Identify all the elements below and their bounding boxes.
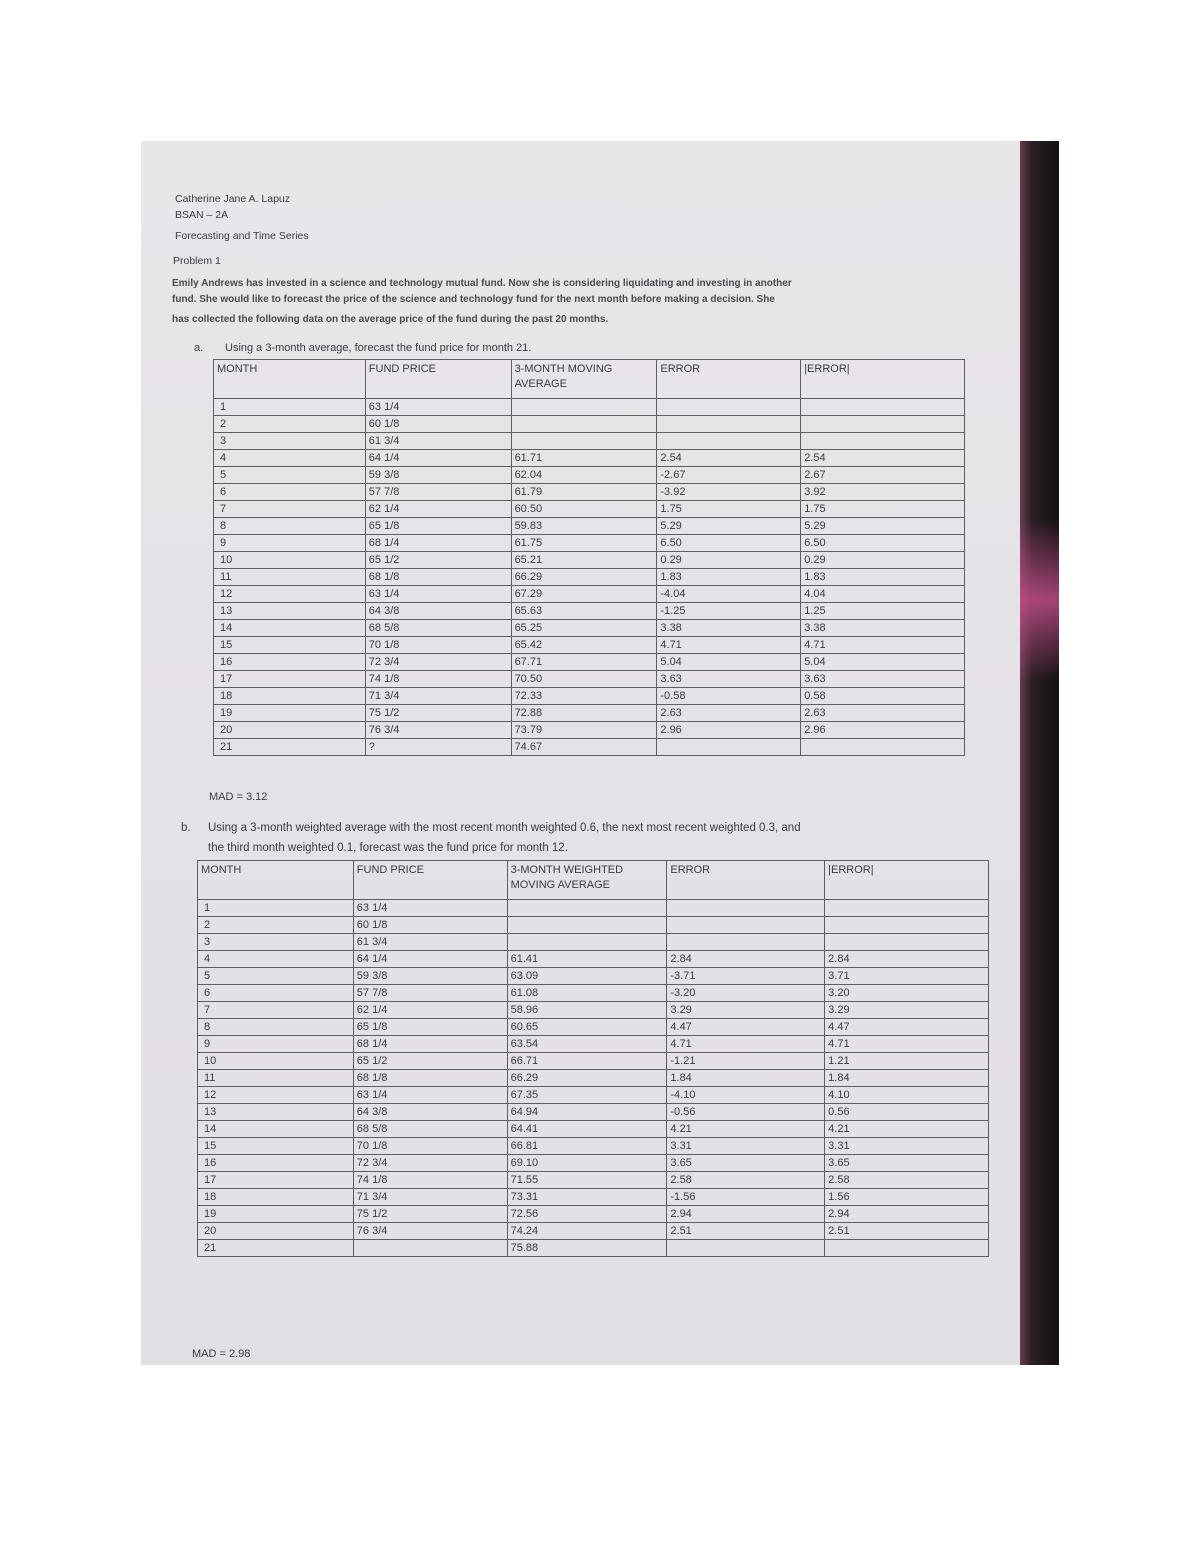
table-row: [198, 951, 989, 968]
table-row: [214, 603, 965, 620]
table-b-cell: 16: [198, 1155, 354, 1172]
table-b-cell: 4.71: [825, 1036, 989, 1053]
table-a-header-cell: MONTH: [214, 360, 366, 399]
table-b-header-cell: ERROR: [667, 861, 825, 900]
table-b-cell: 66.29: [507, 1070, 667, 1087]
table-b-cell: 61 3/4: [353, 934, 507, 951]
table-a-cell: 2.54: [801, 450, 965, 467]
part-b-mad: MAD = 2.98: [192, 1348, 251, 1360]
table-b-cell: 64 1/4: [353, 951, 507, 968]
table-a-cell: [801, 399, 965, 416]
subject-label: Forecasting and Time Series: [175, 230, 309, 242]
table-a-cell: 18: [214, 688, 366, 705]
table-row: [214, 484, 965, 501]
table-a-cell: 65 1/2: [365, 552, 511, 569]
table-b-header-cell: |ERROR|: [825, 861, 989, 900]
table-row: [198, 985, 989, 1002]
table-b-cell: 2.51: [825, 1223, 989, 1240]
table-b-cell: 1: [198, 900, 354, 917]
table-row: [198, 1070, 989, 1087]
table-b-cell: 0.56: [825, 1104, 989, 1121]
table-row: [198, 1155, 989, 1172]
table-b-cell: 3.20: [825, 985, 989, 1002]
table-b-cell: 68 5/8: [353, 1121, 507, 1138]
table-b-cell: 2.94: [825, 1206, 989, 1223]
part-a-label: a.: [194, 342, 204, 354]
problem-text-line-2: fund. She would like to forecast the price of the science and technology fund for the next month before making a decision. She: [172, 294, 775, 305]
table-b-cell: 12: [198, 1087, 354, 1104]
table-row: [214, 552, 965, 569]
table-a-cell: 1.83: [657, 569, 801, 586]
table-b-cell: [667, 1240, 825, 1257]
table-a-cell: 2.63: [801, 705, 965, 722]
table-b-cell: -3.20: [667, 985, 825, 1002]
table-a-cell: -3.92: [657, 484, 801, 501]
table-row: [198, 1172, 989, 1189]
table-b-header-cell: MONTH: [198, 861, 354, 900]
table-row: [214, 620, 965, 637]
table-a-cell: 2.96: [801, 722, 965, 739]
table-a-cell: 59.83: [511, 518, 657, 535]
part-a-mad: MAD = 3.12: [209, 791, 268, 803]
table-a-cell: 64 1/4: [365, 450, 511, 467]
table-b-cell: -1.21: [667, 1053, 825, 1070]
table-a-cell: 1.83: [801, 569, 965, 586]
table-a-cell: [657, 416, 801, 433]
table-row: [214, 722, 965, 739]
table-b-cell: [507, 917, 667, 934]
table-a-cell: 65 1/8: [365, 518, 511, 535]
part-b-instruction-line-2: the third month weighted 0.1, forecast was the fund price for month 12.: [208, 842, 568, 854]
table-b-cell: 4.47: [825, 1019, 989, 1036]
table-a-cell: [801, 739, 965, 756]
table-a-cell: 0.29: [801, 552, 965, 569]
table-b-cell: 4: [198, 951, 354, 968]
table-a-cell: 10: [214, 552, 366, 569]
table-b-cell: 3.65: [667, 1155, 825, 1172]
table-a-cell: ?: [365, 739, 511, 756]
table-a-cell: 72.33: [511, 688, 657, 705]
table-a-cell: 63 1/4: [365, 586, 511, 603]
table-a-cell: 72 3/4: [365, 654, 511, 671]
table-a-header-cell: FUND PRICE: [365, 360, 511, 399]
table-a-cell: 2.67: [801, 467, 965, 484]
table-a-cell: 65.21: [511, 552, 657, 569]
table-row: [198, 1087, 989, 1104]
table-b-cell: 10: [198, 1053, 354, 1070]
table-a-cell: 2.63: [657, 705, 801, 722]
table-a-header-cell: 3-MONTH MOVING AVERAGE: [511, 360, 657, 399]
part-b-instruction-line-1: Using a 3-month weighted average with the most recent month weighted 0.6, the next most recent weighted 0.3, and: [208, 822, 801, 834]
table-b-cell: 58.96: [507, 1002, 667, 1019]
table-a-cell: 20: [214, 722, 366, 739]
table-row: [214, 637, 965, 654]
table-b-cell: [667, 934, 825, 951]
table-a-cell: 76 3/4: [365, 722, 511, 739]
table-row: [198, 968, 989, 985]
table-b-cell: 61.08: [507, 985, 667, 1002]
table-a-cell: 5.04: [657, 654, 801, 671]
table-a-header-cell: ERROR: [657, 360, 801, 399]
table-b-cell: 74 1/8: [353, 1172, 507, 1189]
table-b-cell: 8: [198, 1019, 354, 1036]
table-a-cell: 0.29: [657, 552, 801, 569]
table-b-cell: 57 7/8: [353, 985, 507, 1002]
table-b-cell: 6: [198, 985, 354, 1002]
table-row: [198, 1019, 989, 1036]
table-a-cell: 70.50: [511, 671, 657, 688]
table-b-cell: 63.54: [507, 1036, 667, 1053]
table-row: [214, 433, 965, 450]
table-a-cell: 1.75: [657, 501, 801, 518]
table-b-cell: 61.41: [507, 951, 667, 968]
table-a-cell: [511, 399, 657, 416]
table-a-header-row: [214, 360, 965, 399]
table-b-cell: 3: [198, 934, 354, 951]
table-b-cell: 7: [198, 1002, 354, 1019]
table-a-cell: 74.67: [511, 739, 657, 756]
table-a-cell: 66.29: [511, 569, 657, 586]
table-a-cell: [801, 416, 965, 433]
table-a-cell: 61.75: [511, 535, 657, 552]
section-label: BSAN – 2A: [175, 209, 229, 221]
table-a-cell: [511, 416, 657, 433]
table-b-cell: 75 1/2: [353, 1206, 507, 1223]
table-row: [198, 1104, 989, 1121]
table-a-cell: 6.50: [657, 535, 801, 552]
table-a-cell: 68 1/4: [365, 535, 511, 552]
table-row: [198, 1138, 989, 1155]
table-row: [198, 1036, 989, 1053]
table-a-cell: 19: [214, 705, 366, 722]
table-a-cell: 3.63: [657, 671, 801, 688]
table-row: [198, 1053, 989, 1070]
part-b-label: b.: [181, 822, 191, 834]
table-b-cell: 62 1/4: [353, 1002, 507, 1019]
table-row: [198, 900, 989, 917]
table-a-cell: 8: [214, 518, 366, 535]
table-b-cell: 11: [198, 1070, 354, 1087]
table-b-cell: 74.24: [507, 1223, 667, 1240]
table-row: [214, 467, 965, 484]
table-a-header-cell: |ERROR|: [801, 360, 965, 399]
table-a-cell: 61.71: [511, 450, 657, 467]
table-a-cell: -4.04: [657, 586, 801, 603]
table-b-cell: 76 3/4: [353, 1223, 507, 1240]
table-a-cell: 65.63: [511, 603, 657, 620]
table-b-cell: [507, 900, 667, 917]
table-b-cell: 63 1/4: [353, 900, 507, 917]
table-row: [214, 535, 965, 552]
table-b-cell: [667, 917, 825, 934]
table-b-cell: 3.65: [825, 1155, 989, 1172]
table-a-cell: 61.79: [511, 484, 657, 501]
table-row: [214, 501, 965, 518]
table-a-cell: 2.96: [657, 722, 801, 739]
table-b-cell: 71.55: [507, 1172, 667, 1189]
table-b-cell: 66.81: [507, 1138, 667, 1155]
problem-title: Problem 1: [173, 255, 221, 267]
table-b-cell: 2.84: [825, 951, 989, 968]
table-b-cell: 72.56: [507, 1206, 667, 1223]
table-a-cell: 15: [214, 637, 366, 654]
table-b-cell: [825, 1240, 989, 1257]
table-a-cell: 5.04: [801, 654, 965, 671]
table-a-cell: 1.75: [801, 501, 965, 518]
table-a-cell: 7: [214, 501, 366, 518]
table-b-cell: 2.84: [667, 951, 825, 968]
table-a-cell: 60 1/8: [365, 416, 511, 433]
table-b-cell: 69.10: [507, 1155, 667, 1172]
table-b-cell: 68 1/8: [353, 1070, 507, 1087]
table-a-cell: 70 1/8: [365, 637, 511, 654]
table-b-cell: 5: [198, 968, 354, 985]
table-row: [214, 739, 965, 756]
table-b-cell: 64 3/8: [353, 1104, 507, 1121]
table-a-cell: -2.67: [657, 467, 801, 484]
table-b-cell: 73.31: [507, 1189, 667, 1206]
table-a-cell: 3.63: [801, 671, 965, 688]
table-b-cell: [825, 917, 989, 934]
table-a-cell: 60.50: [511, 501, 657, 518]
table-b-cell: 70 1/8: [353, 1138, 507, 1155]
table-a-cell: -1.25: [657, 603, 801, 620]
table-b-cell: 63 1/4: [353, 1087, 507, 1104]
table-a-cell: 0.58: [801, 688, 965, 705]
table-row: [198, 934, 989, 951]
table-a-cell: 67.29: [511, 586, 657, 603]
part-a-instruction: Using a 3-month average, forecast the fund price for month 21.: [225, 342, 532, 354]
table-a-cell: 1: [214, 399, 366, 416]
table-b-cell: [667, 900, 825, 917]
table-row: [198, 1206, 989, 1223]
table-row: [214, 569, 965, 586]
table-b-cell: 19: [198, 1206, 354, 1223]
table-row: [214, 450, 965, 467]
table-b-cell: 2.58: [825, 1172, 989, 1189]
table-b-cell: [507, 934, 667, 951]
table-b-cell: 64.41: [507, 1121, 667, 1138]
background-edge: [1020, 141, 1059, 1365]
table-b-cell: 4.21: [667, 1121, 825, 1138]
problem-text-line-3: has collected the following data on the average price of the fund during the past 20 months.: [172, 314, 609, 325]
table-b-cell: 66.71: [507, 1053, 667, 1070]
table-b-cell: 64.94: [507, 1104, 667, 1121]
table-b-cell: 60 1/8: [353, 917, 507, 934]
table-b-cell: [825, 900, 989, 917]
table-a-cell: 4.71: [801, 637, 965, 654]
table-b-cell: 15: [198, 1138, 354, 1155]
table-a-cell: 63 1/4: [365, 399, 511, 416]
table-a-cell: 17: [214, 671, 366, 688]
table-a-cell: 16: [214, 654, 366, 671]
table-a-cell: 64 3/8: [365, 603, 511, 620]
table-a-cell: 73.79: [511, 722, 657, 739]
table-a-cell: [657, 399, 801, 416]
table-a-cell: 75 1/2: [365, 705, 511, 722]
table-3-month-weighted-moving-average: [197, 860, 989, 1257]
table-row: [198, 1002, 989, 1019]
table-a-cell: 62 1/4: [365, 501, 511, 518]
table-b-cell: 2: [198, 917, 354, 934]
table-b-cell: 2.94: [667, 1206, 825, 1223]
table-b-cell: 3.31: [667, 1138, 825, 1155]
table-a-cell: 65.25: [511, 620, 657, 637]
table-b-cell: 3.31: [825, 1138, 989, 1155]
table-a-cell: 61 3/4: [365, 433, 511, 450]
table-b-cell: 3.71: [825, 968, 989, 985]
table-a-cell: 6: [214, 484, 366, 501]
table-row: [214, 654, 965, 671]
table-b-cell: 4.47: [667, 1019, 825, 1036]
table-b-cell: 60.65: [507, 1019, 667, 1036]
table-row: [198, 1189, 989, 1206]
table-a-cell: 1.25: [801, 603, 965, 620]
table-b-cell: 1.56: [825, 1189, 989, 1206]
table-row: [198, 1240, 989, 1257]
table-a-cell: 21: [214, 739, 366, 756]
table-a-cell: 59 3/8: [365, 467, 511, 484]
table-a-cell: 72.88: [511, 705, 657, 722]
table-b-cell: 21: [198, 1240, 354, 1257]
table-b-cell: 2.51: [667, 1223, 825, 1240]
table-b-cell: 1.21: [825, 1053, 989, 1070]
table-b-cell: 4.71: [667, 1036, 825, 1053]
table-a-cell: 71 3/4: [365, 688, 511, 705]
table-row: [214, 705, 965, 722]
table-b-cell: 14: [198, 1121, 354, 1138]
table-row: [214, 416, 965, 433]
table-3-month-moving-average: [213, 359, 965, 756]
table-b-cell: 63.09: [507, 968, 667, 985]
table-a-cell: 74 1/8: [365, 671, 511, 688]
table-a-cell: 4.71: [657, 637, 801, 654]
table-b-cell: 1.84: [825, 1070, 989, 1087]
table-b-cell: -3.71: [667, 968, 825, 985]
table-a-cell: 6.50: [801, 535, 965, 552]
table-b-cell: 4.10: [825, 1087, 989, 1104]
table-b-cell: 65 1/8: [353, 1019, 507, 1036]
table-row: [198, 1121, 989, 1138]
table-a-cell: 4: [214, 450, 366, 467]
table-b-cell: 18: [198, 1189, 354, 1206]
table-a-cell: 14: [214, 620, 366, 637]
table-b-cell: 17: [198, 1172, 354, 1189]
table-b-cell: [825, 934, 989, 951]
table-a-cell: 68 5/8: [365, 620, 511, 637]
table-b-cell: [353, 1240, 507, 1257]
table-b-cell: 13: [198, 1104, 354, 1121]
table-a-cell: 5.29: [801, 518, 965, 535]
table-a-cell: [657, 433, 801, 450]
table-a-cell: 3.38: [801, 620, 965, 637]
table-b-cell: 3.29: [667, 1002, 825, 1019]
table-a-cell: 5.29: [657, 518, 801, 535]
table-b-cell: 3.29: [825, 1002, 989, 1019]
table-b-cell: 2.58: [667, 1172, 825, 1189]
table-a-cell: [801, 433, 965, 450]
table-row: [214, 688, 965, 705]
table-row: [198, 917, 989, 934]
table-b-cell: -1.56: [667, 1189, 825, 1206]
table-a-cell: 4.04: [801, 586, 965, 603]
table-a-cell: 62.04: [511, 467, 657, 484]
table-a-cell: 12: [214, 586, 366, 603]
table-b-cell: 65 1/2: [353, 1053, 507, 1070]
table-row: [214, 518, 965, 535]
table-b-cell: 9: [198, 1036, 354, 1053]
table-b-cell: -0.56: [667, 1104, 825, 1121]
table-row: [198, 1223, 989, 1240]
table-b-cell: 4.21: [825, 1121, 989, 1138]
table-a-cell: 2.54: [657, 450, 801, 467]
table-a-cell: 11: [214, 569, 366, 586]
table-a-cell: 13: [214, 603, 366, 620]
table-b-cell: 68 1/4: [353, 1036, 507, 1053]
table-a-cell: 3.92: [801, 484, 965, 501]
table-b-cell: 59 3/8: [353, 968, 507, 985]
table-b-cell: 67.35: [507, 1087, 667, 1104]
table-a-cell: 68 1/8: [365, 569, 511, 586]
table-row: [214, 671, 965, 688]
background-edge-highlight: [1020, 520, 1059, 680]
table-b-cell: 71 3/4: [353, 1189, 507, 1206]
table-a-cell: 65.42: [511, 637, 657, 654]
table-a-cell: [657, 739, 801, 756]
table-a-cell: 67.71: [511, 654, 657, 671]
table-b-cell: 1.84: [667, 1070, 825, 1087]
table-a-cell: -0.58: [657, 688, 801, 705]
table-a-cell: 57 7/8: [365, 484, 511, 501]
table-a-cell: [511, 433, 657, 450]
table-row: [214, 399, 965, 416]
table-a-cell: 3: [214, 433, 366, 450]
table-b-cell: 20: [198, 1223, 354, 1240]
table-a-cell: 2: [214, 416, 366, 433]
table-a-cell: 5: [214, 467, 366, 484]
table-b-cell: 72 3/4: [353, 1155, 507, 1172]
table-b-header-cell: 3-MONTH WEIGHTED MOVING AVERAGE: [507, 861, 667, 900]
table-b-cell: -4.10: [667, 1087, 825, 1104]
table-a-cell: 9: [214, 535, 366, 552]
table-b-cell: 75.88: [507, 1240, 667, 1257]
table-a-cell: 3.38: [657, 620, 801, 637]
author-name: Catherine Jane A. Lapuz: [175, 193, 290, 205]
table-b-header-row: [198, 861, 989, 900]
table-row: [214, 586, 965, 603]
problem-text-line-1: Emily Andrews has invested in a science and technology mutual fund. Now she is considering liquidating and investing in another: [172, 278, 792, 289]
table-b-header-cell: FUND PRICE: [353, 861, 507, 900]
